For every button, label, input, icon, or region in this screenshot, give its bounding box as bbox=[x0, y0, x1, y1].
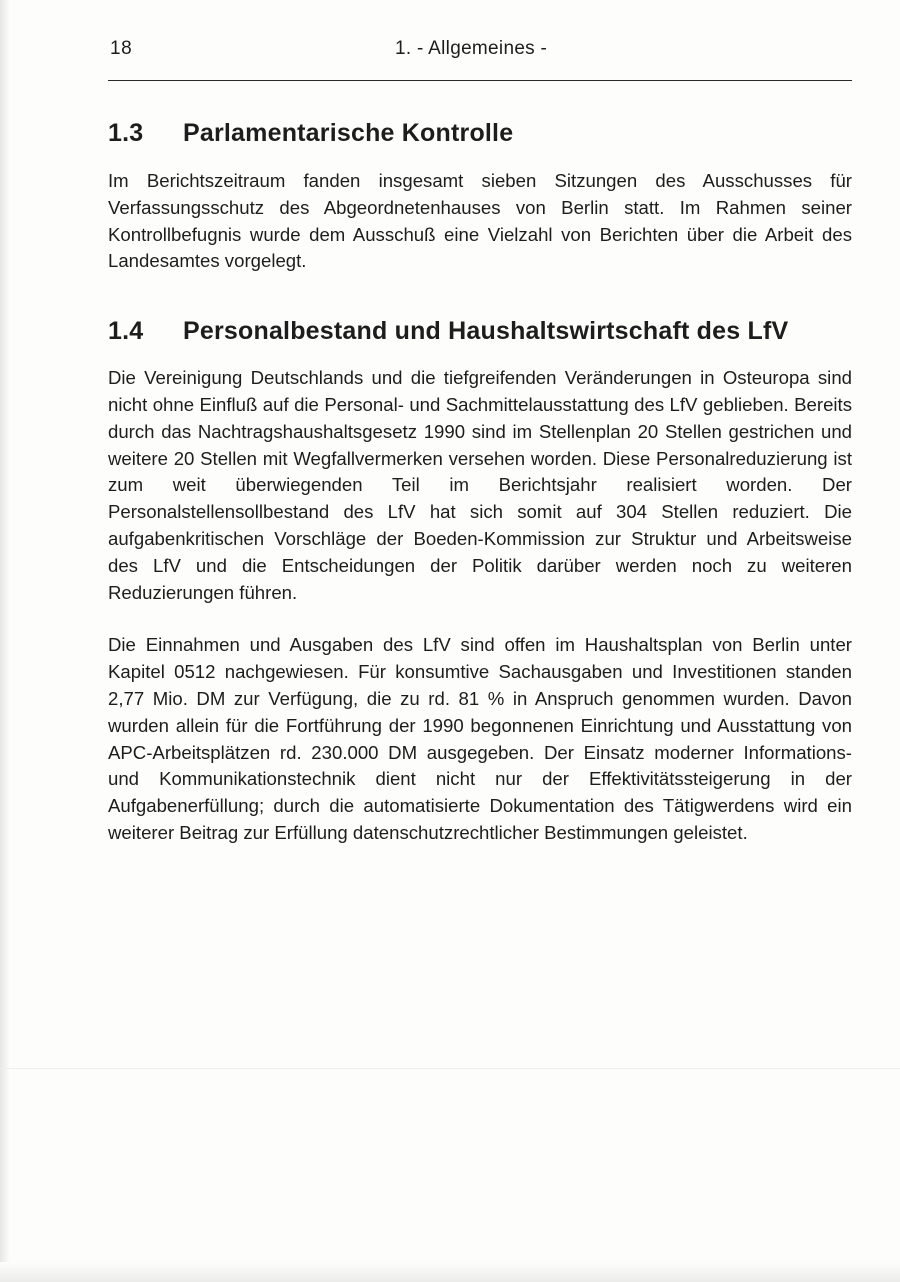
section-heading-1-3 bbox=[108, 119, 852, 148]
section-number: 1.3 bbox=[108, 119, 144, 147]
scan-edge-left bbox=[0, 0, 10, 1282]
scan-edge-bottom bbox=[0, 1262, 900, 1282]
running-chapter-title: 1. - Allgemeines - bbox=[395, 38, 548, 59]
document-page bbox=[108, 0, 852, 847]
scan-artifact-line bbox=[0, 1068, 900, 1069]
section-1-4-paragraph-2: Die Einnahmen und Ausgaben des LfV sind offen im Haushaltsplan von Berlin unter Kapitel 0512 nachgewiesen. Für konsumtive Sachausgaben und Investitionen standen 2,77 Mio. DM zur Verfügung, die zu rd. 81 % in Anspruch genommen wurden. Davon wurden allein für die Fortführung der 1990 begonnenen Einrichtung und Ausstattung von APC-Arbeitsplätzen rd. 230.000 DM ausgegeben. Der Einsatz moderner Informations- und Kommunikationstechnik dient nicht nur der Effektivitätssteigerung in der Aufgabenerfüllung; durch die automatisierte Dokumentation des Tätigwerdens wird ein weiterer Beitrag zur Erfüllung datenschutzrechtlicher Bestimmungen geleistet. bbox=[108, 634, 852, 843]
running-header bbox=[108, 0, 852, 81]
section-1-3-paragraph: Im Berichtszeitraum fanden insgesamt sieben Sitzungen des Ausschusses für Verfassungsschutz des Abgeordnetenhauses von Berlin statt. Im Rahmen seiner Kontrollbefugnis wurde dem Ausschuß eine Vielzahl von Berichten über die Arbeit des Landesamtes vorgelegt. bbox=[108, 170, 852, 272]
section-heading-1-4 bbox=[108, 317, 852, 346]
page-number: 18 bbox=[110, 38, 133, 59]
section-title: Personalbestand und Haushaltswirtschaft des LfV bbox=[183, 317, 789, 346]
section-title: Parlamentarische Kontrolle bbox=[183, 119, 514, 147]
section-1-4-paragraph-1: Die Vereinigung Deutschlands und die tiefgreifenden Veränderungen in Osteuropa sind nicht ohne Einfluß auf die Personal- und Sachmittelausstattung des LfV geblieben. Bereits durch das Nachtragshaushaltsgesetz 1990 sind im Stellenplan 20 Stellen gestrichen und weitere 20 Stellen mit Wegfallvermerken versehen worden. Diese Personalreduzierung ist zum weit überwiegenden Teil im Berichtsjahr realisiert worden. Der Personalstellensollbestand des LfV hat sich somit auf 304 Stellen reduziert. Die aufgabenkritischen Vorschläge der Boeden-Kommission zur Struktur und Arbeitsweise des LfV und die Entscheidungen der Politik darüber werden noch zu weiteren Reduzierungen führen. bbox=[108, 367, 852, 603]
section-number: 1.4 bbox=[108, 317, 144, 346]
